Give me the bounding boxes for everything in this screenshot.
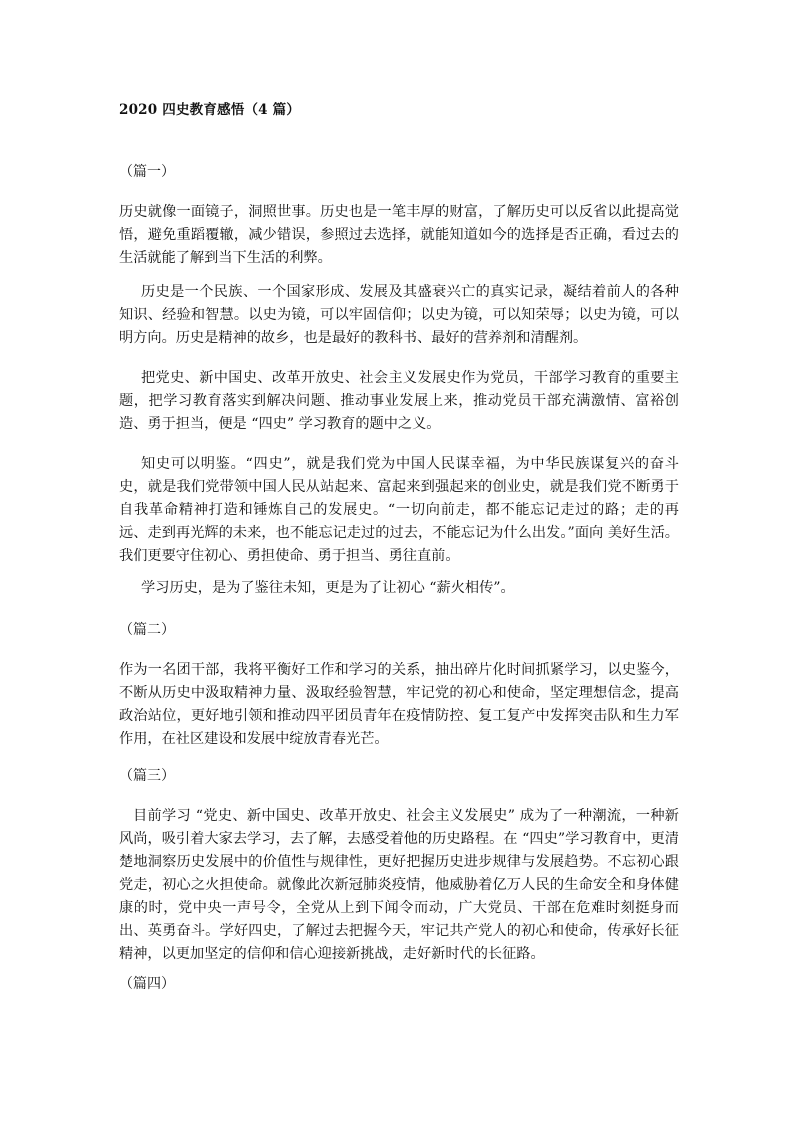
document-title: 2020 四史教育感悟（4 篇）	[119, 102, 301, 118]
paragraph-1-1: 历史就像一面镜子，洞照世事。历史也是一笔丰厚的财富，了解历史可以反省以此提高觉悟，避免重蹈覆辙，减少错误，参照过去选择，就能知道如今的选择是否正确，看过去的生活就能了解到当下生活的利弊。	[119, 204, 679, 266]
paragraph-1-5: 学习历史，是为了鉴往未知，更是为了让初心 “薪火相传”。	[141, 580, 515, 596]
section-heading-4: （篇四）	[119, 976, 175, 992]
paragraph-2-1: 作为一名团干部，我将平衡好工作和学习的关系，抽出碎片化时间抓紧学习，以史鉴今，不断从历史中汲取精神力量、汲取经验智慧，牢记党的初心和使命，坚定理想信念，提高政治站位，更好地引领和推动四平团员青年在疫情防控、复工复产中发挥突击队和生力军作用，在社区建设和发展中绽放青春光芒。	[119, 662, 679, 747]
section-heading-3: （篇三）	[119, 768, 175, 784]
paragraph-1-3: 把党史、新中国史、改革开放史、社会主义发展史作为党员，干部学习教育的重要主题，把学习教育落实到解决问题、推动事业发展上来，推动党员干部充满激情、富裕创造、勇于担当，便是 “四史” 学习教育的题中之义。	[119, 370, 679, 432]
paragraph-1-4: 知史可以明鉴。“四史”，就是我们党为中国人民谋幸福，为中华民族谋复兴的奋斗史，就是我们党带领中国人民从站起来、富起来到强起来的创业史，就是我们党不断勇于自我革命精神打造和锤炼自己的发展史。“一切向前走，都不能忘记走过的路；走的再远、走到再光辉的未来，也不能忘记走过的过去，不能忘记为什么出发。”面向 美好生活。我们更要守住初心、勇担使命、勇于担当、勇往直前。	[119, 456, 679, 564]
section-heading-1: （篇一）	[119, 164, 175, 180]
paragraph-3-1: 目前学习 “党史、新中国史、改革开放史、社会主义发展史” 成为了一种潮流，一种新风尚，吸引着大家去学习，去了解，去感受着他的历史路程。在 “四史”学习教育中，更清楚地洞察历史发展中的价值性与规律性，更好把握历史进步规律与发展趋势。不忘初心跟党走，初心之火担使命。就像此次新冠肺炎疫情，他威胁着亿万人民的生命安全和身体健康的时，党中央一声号令，全党从上到下闻令而动，广大党员、干部在危难时刻挺身而出、英勇奋斗。学好四史，了解过去把握今天，牢记共产党人的初心和使命，传承好长征精神，以更加坚定的信仰和信心迎接新挑战，走好新时代的长征路。	[119, 808, 679, 962]
section-heading-2: （篇二）	[119, 622, 175, 638]
paragraph-1-2: 历史是一个民族、一个国家形成、发展及其盛衰兴亡的真实记录，凝结着前人的各种知识、经验和智慧。以史为镜，可以牢固信仰；以史为镜，可以知荣辱；以史为镜，可以明方向。历史是精神的故乡，也是最好的教科书、最好的营养剂和清醒剂。	[119, 284, 679, 346]
